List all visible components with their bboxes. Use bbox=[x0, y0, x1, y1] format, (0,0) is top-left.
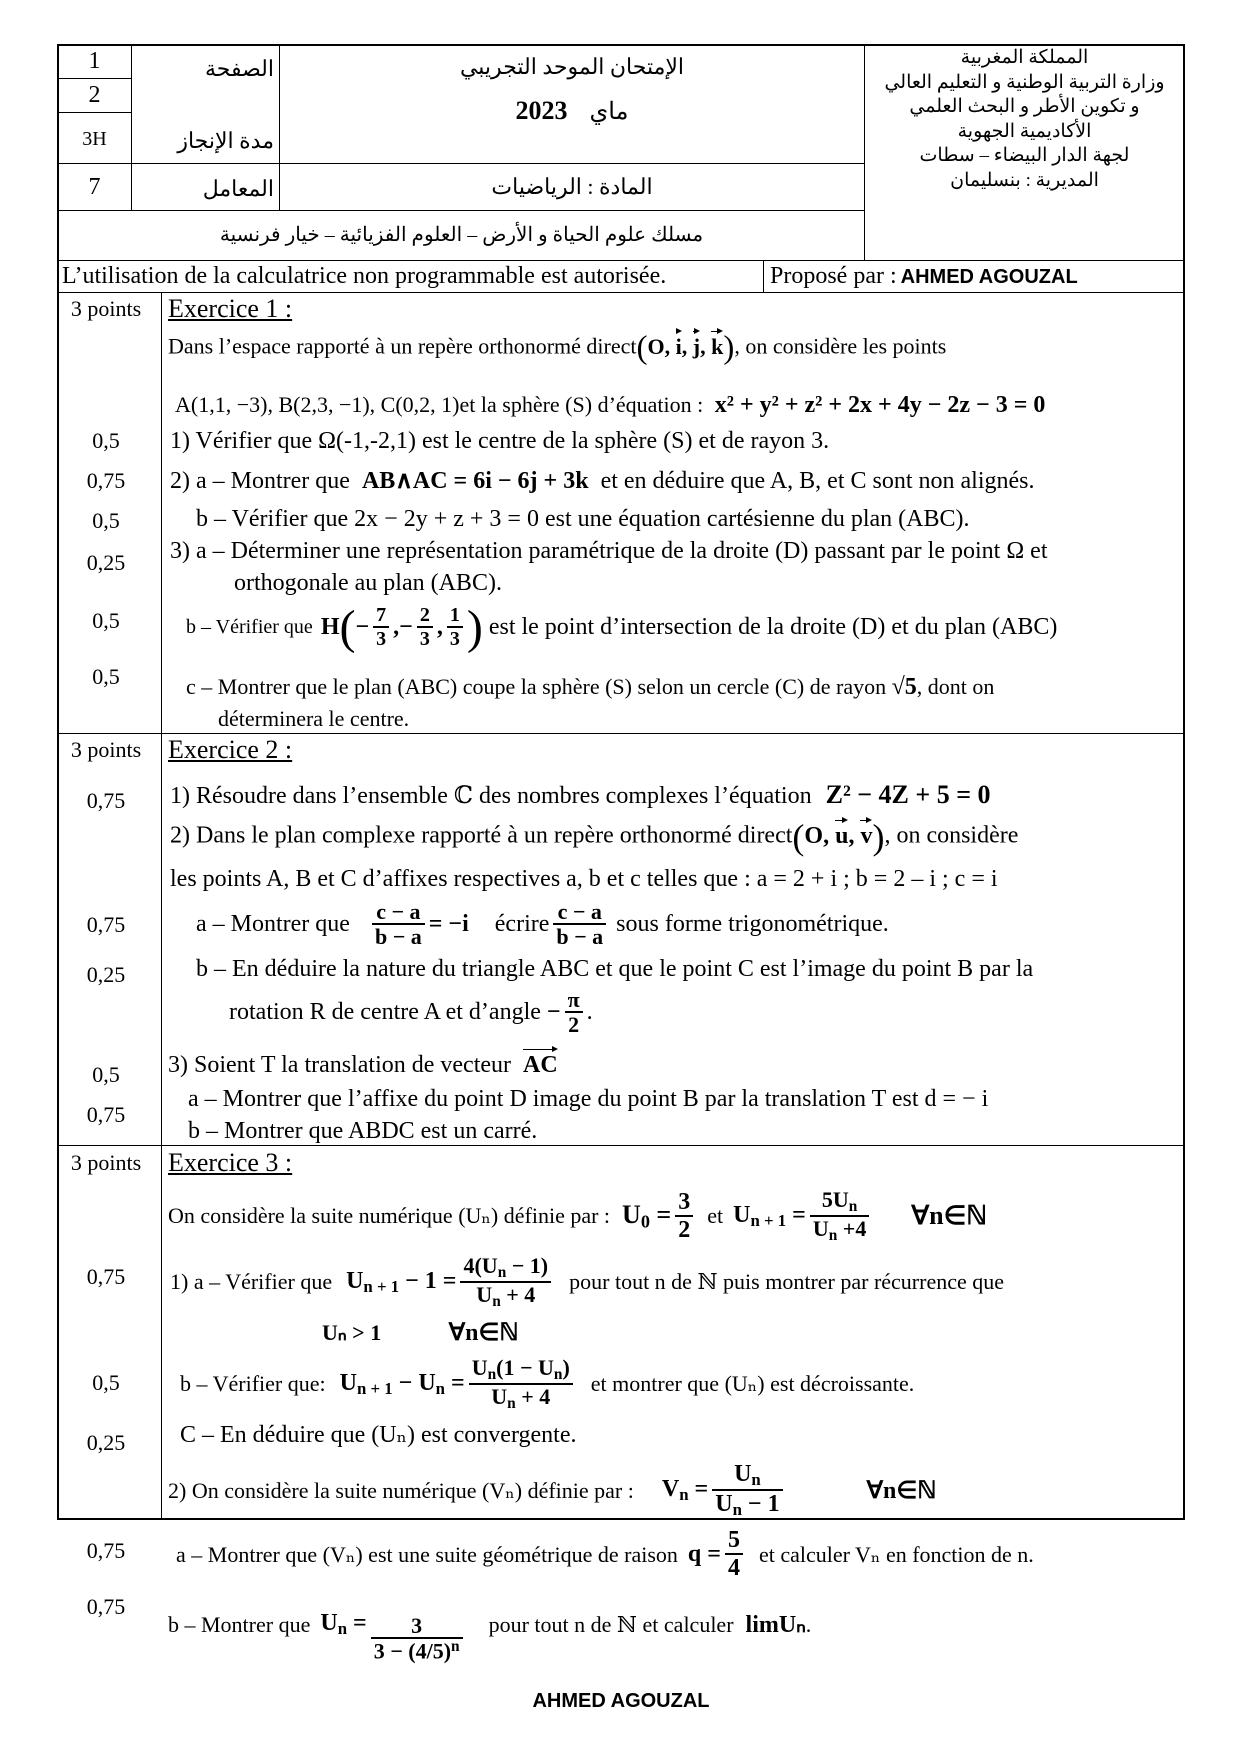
ex2-q3a: a – Montrer que l’affixe du point D image du point B par la translation T est d = − i bbox=[188, 1086, 989, 1112]
stream: مسلك علوم الحياة و الأرض – العلوم الفزيائية – خيار فرنسية bbox=[219, 224, 704, 246]
institution-line: المديرية : بنسليمان bbox=[950, 169, 1099, 191]
footer-author: AHMED AGOUZAL bbox=[532, 1690, 710, 1712]
limit-expression: limUₙ bbox=[745, 1612, 806, 1639]
ex2-q3b: b – Montrer que ABDC est un carré. bbox=[188, 1118, 538, 1144]
q-points: 0,75 bbox=[86, 788, 126, 813]
coef-value: 7 bbox=[88, 174, 101, 200]
calculator-note: L’utilisation de la calculatrice non programmable est autorisée. bbox=[62, 263, 667, 289]
q2a-start: 2) a – Montrer que bbox=[170, 468, 350, 494]
q-points: 0,5 bbox=[92, 1062, 120, 1087]
q3b-end: est le point d’intersection de la droite (D) et du plan (ABC) bbox=[488, 614, 1058, 640]
q1a-start: 1) a – Vérifier que bbox=[170, 1269, 333, 1295]
q-points: 0,5 bbox=[92, 428, 120, 453]
institution-line: المملكة المغربية bbox=[960, 47, 1089, 68]
ex1-q2a bbox=[170, 466, 1034, 495]
ex3-intro: On considère la suite numérique (Uₙ) définie par : $U_0$ = $\frac{3}{2}$ et $U_{n + 1}$ = $\frac{5U_n}{U_n +4}$ ∀n∈ℕ bbox=[168, 1187, 988, 1244]
forall-symbol: ∀n∈ℕ bbox=[866, 1478, 937, 1505]
quadratic-equation: Z² − 4Z + 5 = 0 bbox=[825, 780, 991, 809]
q2a-end: et en déduire que A, B, et C sont non alignés. bbox=[600, 468, 1035, 494]
q2a-end: et calculer Vₙ en fonction de n. bbox=[758, 1541, 1034, 1567]
ex1-q1: 1) Vérifier que Ω(-1,-2,1) est le centre de la sphère (S) et de rayon 3. bbox=[170, 428, 830, 454]
ex1-q3c-line2: déterminera le centre. bbox=[218, 706, 410, 731]
un-greater-1: Uₙ > 1 bbox=[322, 1320, 382, 1345]
forall-symbol: ∀n∈ℕ bbox=[911, 1201, 988, 1231]
ex3-q1c: C – En déduire que (Uₙ) est convergente. bbox=[180, 1422, 577, 1448]
institution-line: وزارة التربية الوطنية و التعليم العالي bbox=[884, 71, 1165, 93]
ex3-q2b: b – Montrer que $U_n$ = $\frac{3}{3 - (4/5)^n}$ pour tout n de ℕ et calculer limUₙ . bbox=[168, 1610, 812, 1664]
exercise-points: 3 points bbox=[70, 1150, 142, 1175]
q-points: 0,75 bbox=[86, 1264, 126, 1289]
exercise-title: Exercice 2 : bbox=[168, 735, 293, 764]
ex1-q2b: b – Vérifier que 2x − 2y + z + 3 = 0 est une équation cartésienne du plan (ABC). bbox=[196, 506, 970, 532]
proposed-by bbox=[770, 263, 1078, 290]
q2-text: 2) On considère la suite numérique (Vₙ) définie par : bbox=[168, 1477, 634, 1503]
page-number-1: 1 bbox=[88, 48, 101, 74]
points-def: A(1,1, −3), B(2,3, −1), C(0,2, 1)et la sphère (S) d’équation : bbox=[175, 392, 704, 417]
subject: المادة : الرياضيات bbox=[491, 174, 653, 199]
q-points: 0,5 bbox=[92, 664, 120, 689]
q1b-start: b – Vérifier que: bbox=[180, 1371, 326, 1397]
ex2-q2-line2: les points A, B et C d’affixes respectives a, b et c telles que : a = 2 + i ; b = 2 – i ; c = i bbox=[170, 866, 998, 892]
q3-text: 3) Soient T la translation de vecteur bbox=[168, 1052, 512, 1078]
ex3-q2: 2) On considère la suite numérique (Vₙ) définie par : $V_n$ = $\frac{U_n}{U_n - 1}$ ∀n∈ℕ bbox=[168, 1461, 937, 1519]
q1a-end: pour tout n de ℕ puis montrer par récurrence que bbox=[569, 1269, 1005, 1295]
q-points: 0,5 bbox=[92, 508, 120, 533]
intro-text: Dans l’espace rapporté à un repère orthonormé direct bbox=[168, 333, 637, 359]
ex2-q1 bbox=[170, 780, 991, 810]
cross-product: AB∧AC = 6i − 6j + 3k bbox=[361, 468, 589, 494]
coef-label: المعامل bbox=[202, 176, 274, 201]
exercise-title: Exercice 3 : bbox=[168, 1148, 293, 1177]
ex3-q1b: b – Vérifier que: $U_{n + 1} - U_n$ = $\frac{U_n(1 - U_n)}{U_n + 4}$ et montrer que (Uₙ) est décroissante. bbox=[180, 1355, 915, 1412]
page-number-2: 2 bbox=[88, 82, 101, 108]
q2-text: 2) Dans le plan complexe rapporté à un repère orthonormé direct bbox=[170, 822, 793, 849]
forall-symbol: ∀n∈ℕ bbox=[448, 1320, 519, 1346]
q-points: 0,5 bbox=[92, 608, 120, 633]
duration-value: 3H bbox=[82, 128, 107, 150]
q3b-start: b – Vérifier que bbox=[186, 616, 313, 638]
ex2-q3: 3) Soient T la translation de vecteur AC bbox=[168, 1052, 558, 1078]
q-points: 0,75 bbox=[86, 1102, 126, 1127]
intro-text: On considère la suite numérique (Uₙ) définie par : bbox=[168, 1203, 611, 1229]
exercise-points: 3 points bbox=[70, 296, 142, 321]
q-points: 0,75 bbox=[86, 1594, 126, 1619]
intro-end: , on considère les points bbox=[734, 333, 947, 359]
q3c-text: c – Montrer que le plan (ABC) coupe la sphère (S) selon un cercle (C) de rayon bbox=[186, 674, 887, 699]
page-label: الصفحة bbox=[204, 56, 274, 81]
institution-line: الأكاديمية الجهوية bbox=[957, 120, 1092, 142]
ex2-q2a: a – Montrer que $\frac{c - a}{b - a}$ = −i écrire $\frac{c - a}{b - a}$ sous forme trigonométrique. bbox=[196, 899, 889, 950]
q-points: 0,5 bbox=[92, 1370, 120, 1395]
exercise-points: 3 points bbox=[70, 737, 142, 762]
ex1-q3b: b – Vérifier que H ( − $\frac{7}{3}$ ,− $\frac{2}{3}$ , $\frac{1}{3}$ ) est le point d’intersection de la droite (D) et du plan (ABC) bbox=[186, 601, 1058, 654]
institution-block bbox=[866, 46, 1183, 193]
institution-line: لجهة الدار البيضاء – سطات bbox=[919, 145, 1130, 166]
q2a-start: a – Montrer que bbox=[196, 911, 350, 938]
ex2-q2-line1: 2) Dans le plan complexe rapporté à un repère orthonormé direct(O, u, v), on considère bbox=[170, 817, 1019, 857]
ex3-q2a: a – Montrer que (Vₙ) est une suite géométrique de raison q = $\frac{5}{4}$ et calculer Vₙ en fonction de n. bbox=[176, 1527, 1034, 1582]
exam-year: 2023 bbox=[515, 96, 568, 125]
proposed-by-label: Proposé par : bbox=[770, 263, 897, 289]
ex3-q1a-line2 bbox=[322, 1318, 519, 1347]
q3c-text-end: , dont on bbox=[916, 674, 995, 699]
q2b-start: b – Montrer que bbox=[168, 1611, 311, 1637]
ex1-q3a-line2: orthogonale au plan (ABC). bbox=[234, 570, 502, 596]
q2a-mid: écrire bbox=[494, 911, 550, 938]
ex2-q2b-line1: b – En déduire la nature du triangle ABC et que le point C est l’image du point B par la bbox=[196, 956, 1034, 982]
q-points: 0,75 bbox=[86, 912, 126, 937]
q2a-start: a – Montrer que (Vₙ) est une suite géométrique de raison bbox=[176, 1541, 678, 1567]
q2b-end: pour tout n de ℕ et calculer bbox=[488, 1611, 734, 1637]
ex3-q1a: 1) a – Vérifier que $U_{n + 1} - 1$ = $\frac{4(U_n - 1)}{U_n + 4}$ pour tout n de ℕ puis montrer par récurrence que bbox=[170, 1253, 1005, 1310]
q-points: 0,75 bbox=[86, 1538, 126, 1563]
exercise-title: Exercice 1 : bbox=[168, 294, 293, 323]
sphere-equation: x² + y² + z² + 2x + 4y − 2z − 3 = 0 bbox=[714, 392, 1046, 418]
q-points: 0,25 bbox=[86, 962, 126, 987]
q1-text: 1) Résoudre dans l’ensemble ℂ des nombres complexes l’équation bbox=[170, 783, 812, 809]
institution-line: و تكوين الأطر و البحث العلمي bbox=[909, 96, 1140, 117]
ex1-points-def bbox=[175, 392, 1045, 419]
q1b-end: et montrer que (Uₙ) est décroissante. bbox=[590, 1371, 915, 1397]
ex2-q2b-line2: rotation R de centre A et d’angle − $\frac{\pi}{2}$ . bbox=[229, 987, 593, 1038]
exam-month: ماي bbox=[589, 99, 629, 125]
ex1-q3c-line1: c – Montrer que le plan (ABC) coupe la sphère (S) selon un cercle (C) de rayon √5, dont on bbox=[186, 674, 995, 700]
author-name: AHMED AGOUZAL bbox=[900, 266, 1078, 288]
q2b-text: rotation R de centre A et d’angle bbox=[229, 999, 541, 1026]
q-points: 0,25 bbox=[86, 1430, 126, 1455]
exam-date bbox=[280, 96, 864, 126]
ex1-q3a-line1: 3) a – Déterminer une représentation paramétrique de la droite (D) passant par le point Ω et bbox=[170, 538, 1048, 564]
q2a-end: sous forme trigonométrique. bbox=[616, 911, 889, 938]
q-points: 0,25 bbox=[86, 550, 126, 575]
q-points: 0,75 bbox=[86, 468, 126, 493]
ex1-intro: Dans l’espace rapporté à un repère orthonormé direct(O, i, j, k), on considère les points bbox=[168, 330, 947, 366]
q2-text-end: , on considère bbox=[884, 822, 1019, 849]
exam-title: الإمتحان الموحد التجريبي bbox=[459, 54, 685, 79]
intro-et: et bbox=[707, 1203, 724, 1229]
duration-label: مدة الإنجاز bbox=[177, 128, 274, 153]
